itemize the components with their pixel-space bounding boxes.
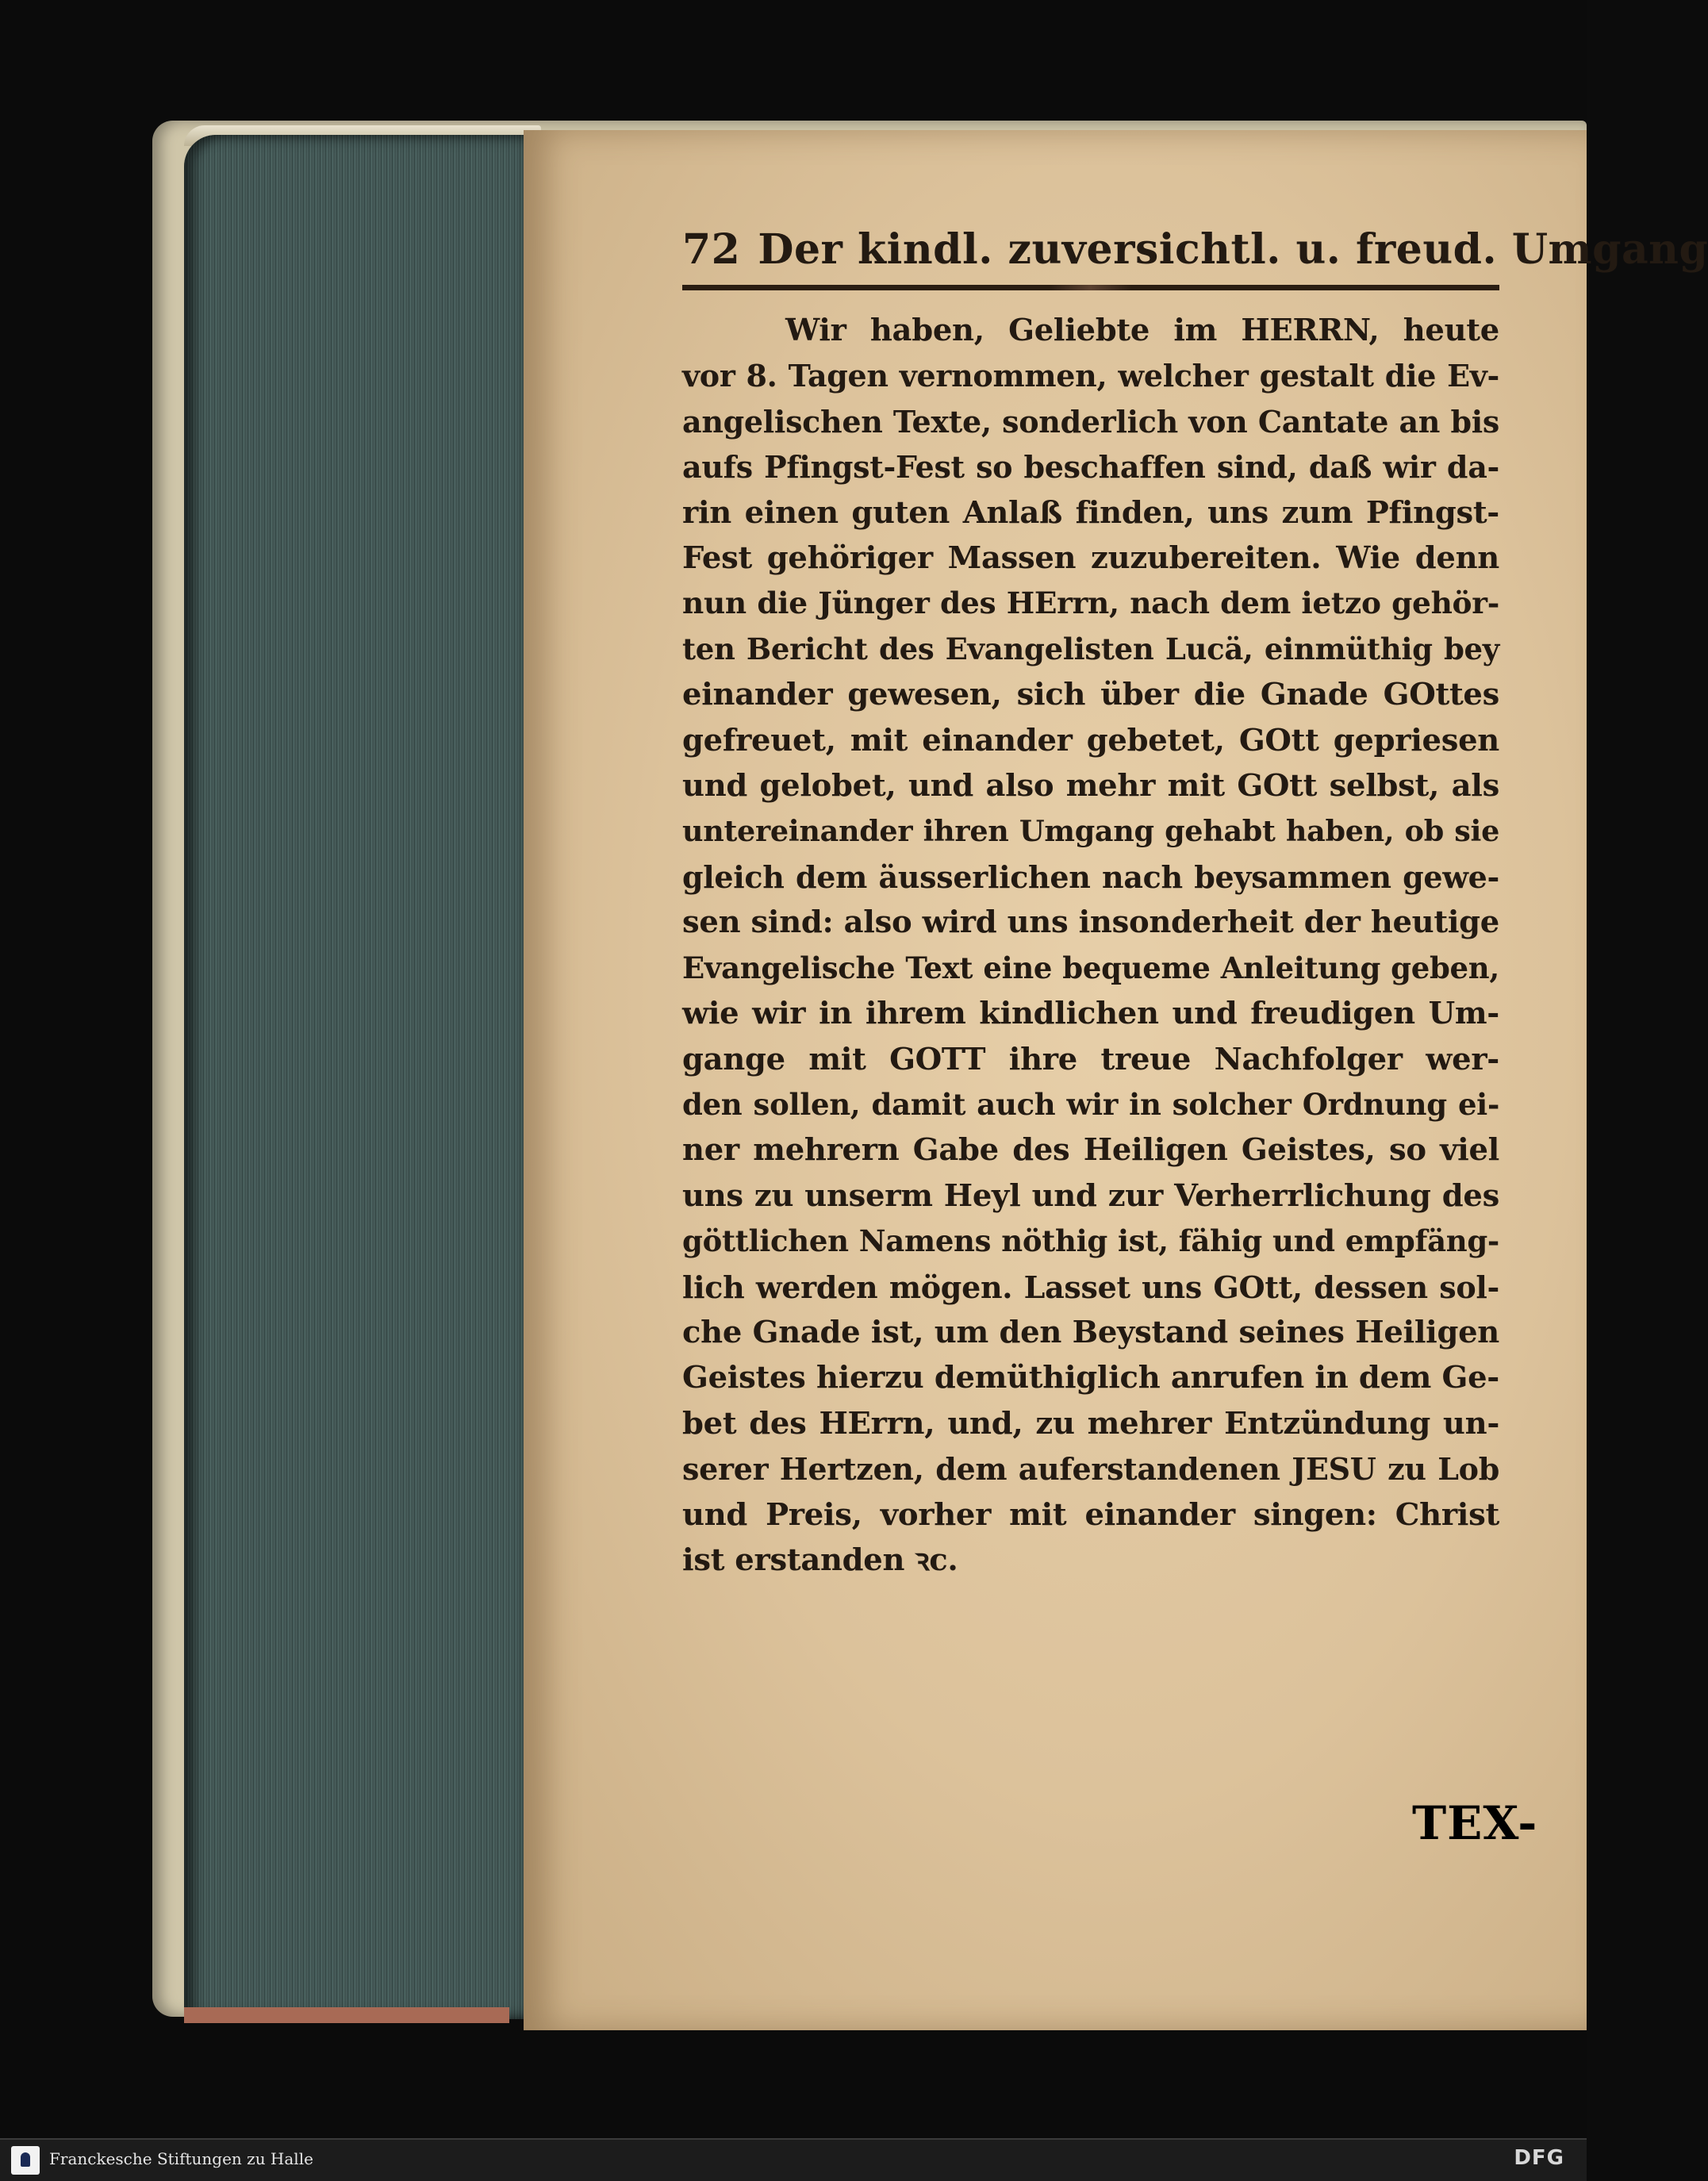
dfg-badge: DFG	[1514, 2146, 1564, 2170]
text-line: Wir haben, Geliebte im HERRN, heute	[785, 313, 1499, 348]
text-line: ner mehrern Gabe des Heiligen Geistes, so viel	[682, 1132, 1499, 1169]
text-line: gange mit GOTT ihre treue Nachfolger wer-	[682, 1041, 1499, 1077]
text-line: einander gewesen, sich über die Gnade GOttes	[682, 677, 1499, 713]
text-line: wie wir in ihrem kindlichen und freudigen Um-	[682, 996, 1499, 1032]
institution-logo-icon	[11, 2146, 40, 2175]
catchword: TEX-	[1412, 1796, 1538, 1850]
page-content	[682, 225, 1708, 1583]
text-line: und gelobet, und also mehr mit GOtt selbst, als	[682, 768, 1499, 804]
text-line: aufs Pfingst-Fest so beschaffen sind, daß wir da-	[682, 449, 1499, 486]
institution-name: Franckesche Stiftungen zu Halle	[49, 2149, 313, 2168]
text-line: uns zu unserm Heyl und zur Verherrlichung des	[682, 1177, 1499, 1214]
text-line: sen sind: also wird uns insonderheit der heutige	[682, 904, 1499, 941]
text-line: vor 8. Tagen vernommen, welcher gestalt die Ev-	[682, 358, 1499, 394]
text-line: den sollen, damit auch wir in solcher Ordnung ei-	[682, 1086, 1499, 1122]
text-line: gleich dem äusserlichen nach beysammen gewe-	[682, 858, 1499, 895]
text-line: untereinander ihren Umgang gehabt haben, ob sie	[682, 814, 1499, 849]
running-head	[682, 225, 1708, 274]
text-line: lich werden mögen. Lasset uns GOtt, dessen sol-	[682, 1269, 1499, 1305]
head-rule	[682, 285, 1499, 290]
body-text	[682, 308, 1499, 1583]
footer-bar	[0, 2138, 1587, 2181]
text-line: ist erstanden ꝛc.	[682, 1542, 958, 1578]
text-line: angelischen Texte, sonderlich von Cantate an bis	[682, 403, 1499, 440]
text-line: Fest gehöriger Massen zuzubereiten. Wie denn	[682, 540, 1499, 577]
text-line: che Gnade ist, um den Beystand seines Heiligen	[682, 1314, 1499, 1350]
text-line: Geistes hierzu demüthiglich anrufen in dem Ge-	[682, 1360, 1499, 1396]
page-stack-bottom-edge	[184, 2007, 509, 2023]
text-line: rin einen guten Anlaß finden, uns zum Pfingst-	[682, 494, 1499, 531]
text-line: gefreuet, mit einander gebetet, GOtt gepriesen	[682, 722, 1499, 758]
text-line: nun die Jünger des HErrn, nach dem ietzo gehör-	[682, 586, 1499, 621]
running-head-title: Der kindl. zuversichtl. u. freud. Umgang	[758, 225, 1708, 274]
text-line: bet des HErrn, und, zu mehrer Entzündung un-	[682, 1405, 1499, 1442]
text-line: Evangelische Text eine bequeme Anleitung geben,	[682, 950, 1499, 985]
text-line: serer Hertzen, dem auferstandenen JESU zu Lob	[682, 1451, 1499, 1488]
page-stack	[184, 135, 539, 2019]
text-line: und Preis, vorher mit einander singen: Christ	[682, 1496, 1499, 1533]
book-page	[524, 130, 1708, 2030]
text-line: göttlichen Namens nöthig ist, fähig und empfäng-	[682, 1223, 1499, 1259]
text-line: ten Bericht des Evangelisten Lucä, einmüthig bey	[682, 631, 1499, 666]
page-number: 72	[682, 225, 741, 274]
